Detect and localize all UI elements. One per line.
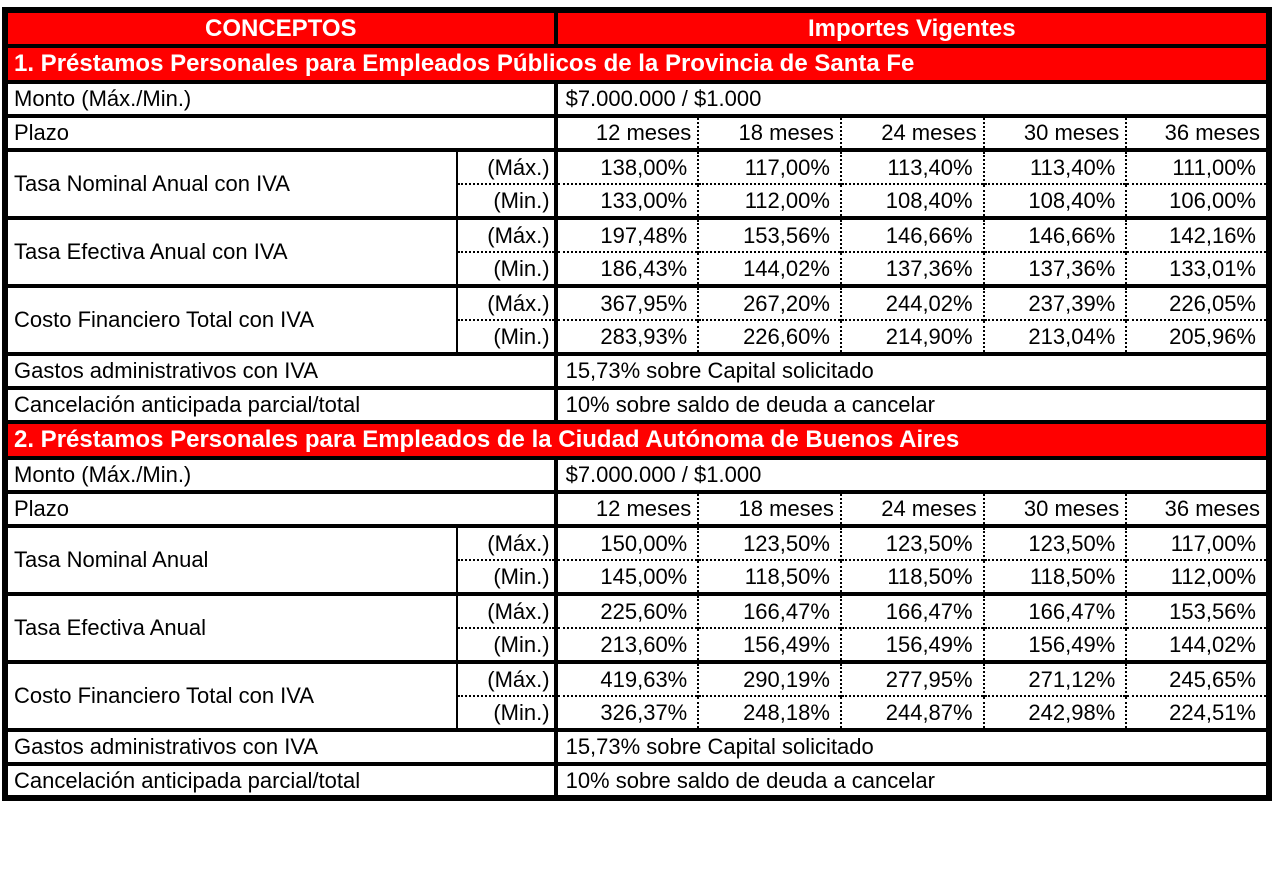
plazo-term-36: 36 meses [1126,492,1269,526]
rate-value-cell: 144,02% [698,252,841,286]
rate-value-cell: 226,05% [1126,286,1269,320]
gastos-label: Gastos administrativos con IVA [5,354,556,388]
rate-value-cell: 112,00% [1126,560,1269,594]
section-1-costo-financiero-max-row [5,286,1269,320]
rate-label-tasa-efectiva: Tasa Efectiva Anual [5,594,457,662]
min-sublabel: (Min.) [457,628,555,662]
importes-vigentes-column-header: Importes Vigentes [556,10,1269,46]
monto-label: Monto (Máx./Min.) [5,458,556,492]
rate-value-cell: 117,00% [1126,526,1269,560]
rate-value-cell: 153,56% [698,218,841,252]
cancelacion-value: 10% sobre saldo de deuda a cancelar [556,388,1269,422]
rate-value-cell: 118,50% [984,560,1127,594]
plazo-term-18: 18 meses [698,492,841,526]
section-1-monto-row [5,82,1269,116]
rates-table [2,7,1272,801]
rate-value-cell: 290,19% [698,662,841,696]
conceptos-column-header: CONCEPTOS [5,10,556,46]
gastos-value: 15,73% sobre Capital solicitado [556,730,1269,764]
rate-value-cell: 106,00% [1126,184,1269,218]
section-2-title-row [5,422,1269,458]
rate-value-cell: 133,01% [1126,252,1269,286]
min-sublabel: (Min.) [457,696,555,730]
rate-value-cell: 213,60% [556,628,699,662]
rate-value-cell: 166,47% [841,594,984,628]
plazo-term-24: 24 meses [841,492,984,526]
section-1-title: 1. Préstamos Personales para Empleados Públicos de la Provincia de Santa Fe [5,46,1269,82]
rate-value-cell: 133,00% [556,184,699,218]
plazo-label: Plazo [5,492,556,526]
plazo-term-18: 18 meses [698,116,841,150]
table-header-row [5,10,1269,46]
rate-value-cell: 367,95% [556,286,699,320]
min-sublabel: (Min.) [457,252,555,286]
rate-value-cell: 123,50% [698,526,841,560]
rate-value-cell: 118,50% [698,560,841,594]
section-1-tasa-efectiva-max-row [5,218,1269,252]
rate-value-cell: 271,12% [984,662,1127,696]
max-sublabel: (Máx.) [457,150,555,184]
rate-value-cell: 248,18% [698,696,841,730]
rate-value-cell: 244,87% [841,696,984,730]
rate-value-cell: 166,47% [698,594,841,628]
rate-value-cell: 138,00% [556,150,699,184]
rate-value-cell: 226,60% [698,320,841,354]
max-sublabel: (Máx.) [457,526,555,560]
min-sublabel: (Min.) [457,320,555,354]
rate-label-tasa-nominal: Tasa Nominal Anual con IVA [5,150,457,218]
monto-value: $7.000.000 / $1.000 [556,458,1269,492]
max-sublabel: (Máx.) [457,662,555,696]
max-sublabel: (Máx.) [457,286,555,320]
cancelacion-label: Cancelación anticipada parcial/total [5,764,556,798]
rate-value-cell: 111,00% [1126,150,1269,184]
rate-value-cell: 117,00% [698,150,841,184]
rate-value-cell: 146,66% [984,218,1127,252]
monto-value: $7.000.000 / $1.000 [556,82,1269,116]
rate-value-cell: 283,93% [556,320,699,354]
rate-value-cell: 142,16% [1126,218,1269,252]
rate-value-cell: 186,43% [556,252,699,286]
rate-value-cell: 213,04% [984,320,1127,354]
max-sublabel: (Máx.) [457,218,555,252]
rate-value-cell: 244,02% [841,286,984,320]
section-2-tasa-efectiva-max-row [5,594,1269,628]
rate-value-cell: 277,95% [841,662,984,696]
plazo-term-30: 30 meses [984,492,1127,526]
plazo-term-36: 36 meses [1126,116,1269,150]
plazo-label: Plazo [5,116,556,150]
rate-value-cell: 118,50% [841,560,984,594]
rate-value-cell: 225,60% [556,594,699,628]
rate-value-cell: 123,50% [984,526,1127,560]
section-1-plazo-row [5,116,1269,150]
rate-value-cell: 108,40% [841,184,984,218]
section-1-cancelacion-row [5,388,1269,422]
section-2-costo-financiero-max-row [5,662,1269,696]
cancelacion-label: Cancelación anticipada parcial/total [5,388,556,422]
rate-value-cell: 267,20% [698,286,841,320]
cancelacion-value: 10% sobre saldo de deuda a cancelar [556,764,1269,798]
rate-label-tasa-nominal: Tasa Nominal Anual [5,526,457,594]
section-2-title: 2. Préstamos Personales para Empleados de la Ciudad Autónoma de Buenos Aires [5,422,1269,458]
section-2-monto-row [5,458,1269,492]
section-2-gastos-row [5,730,1269,764]
rate-value-cell: 237,39% [984,286,1127,320]
rate-value-cell: 137,36% [984,252,1127,286]
rate-value-cell: 112,00% [698,184,841,218]
min-sublabel: (Min.) [457,184,555,218]
rate-value-cell: 123,50% [841,526,984,560]
monto-label: Monto (Máx./Min.) [5,82,556,116]
plazo-term-12: 12 meses [556,492,699,526]
section-1-tasa-nominal-max-row [5,150,1269,184]
rate-value-cell: 153,56% [1126,594,1269,628]
rate-label-tasa-efectiva: Tasa Efectiva Anual con IVA [5,218,457,286]
rate-value-cell: 156,49% [984,628,1127,662]
rate-value-cell: 197,48% [556,218,699,252]
rate-value-cell: 326,37% [556,696,699,730]
max-sublabel: (Máx.) [457,594,555,628]
rate-label-costo-financiero: Costo Financiero Total con IVA [5,286,457,354]
rate-value-cell: 108,40% [984,184,1127,218]
rate-value-cell: 224,51% [1126,696,1269,730]
rate-value-cell: 156,49% [698,628,841,662]
plazo-term-30: 30 meses [984,116,1127,150]
rate-value-cell: 156,49% [841,628,984,662]
rate-value-cell: 245,65% [1126,662,1269,696]
min-sublabel: (Min.) [457,560,555,594]
rate-value-cell: 146,66% [841,218,984,252]
section-1-title-row [5,46,1269,82]
rate-value-cell: 419,63% [556,662,699,696]
section-2-tasa-nominal-max-row [5,526,1269,560]
plazo-term-12: 12 meses [556,116,699,150]
section-2-plazo-row [5,492,1269,526]
section-1-gastos-row [5,354,1269,388]
rate-value-cell: 242,98% [984,696,1127,730]
rate-value-cell: 214,90% [841,320,984,354]
rate-value-cell: 144,02% [1126,628,1269,662]
rate-value-cell: 205,96% [1126,320,1269,354]
rate-value-cell: 113,40% [841,150,984,184]
section-2-cancelacion-row [5,764,1269,798]
gastos-value: 15,73% sobre Capital solicitado [556,354,1269,388]
rate-value-cell: 150,00% [556,526,699,560]
gastos-label: Gastos administrativos con IVA [5,730,556,764]
rate-value-cell: 137,36% [841,252,984,286]
rate-value-cell: 166,47% [984,594,1127,628]
plazo-term-24: 24 meses [841,116,984,150]
rate-label-costo-financiero: Costo Financiero Total con IVA [5,662,457,730]
rate-value-cell: 113,40% [984,150,1127,184]
rate-value-cell: 145,00% [556,560,699,594]
